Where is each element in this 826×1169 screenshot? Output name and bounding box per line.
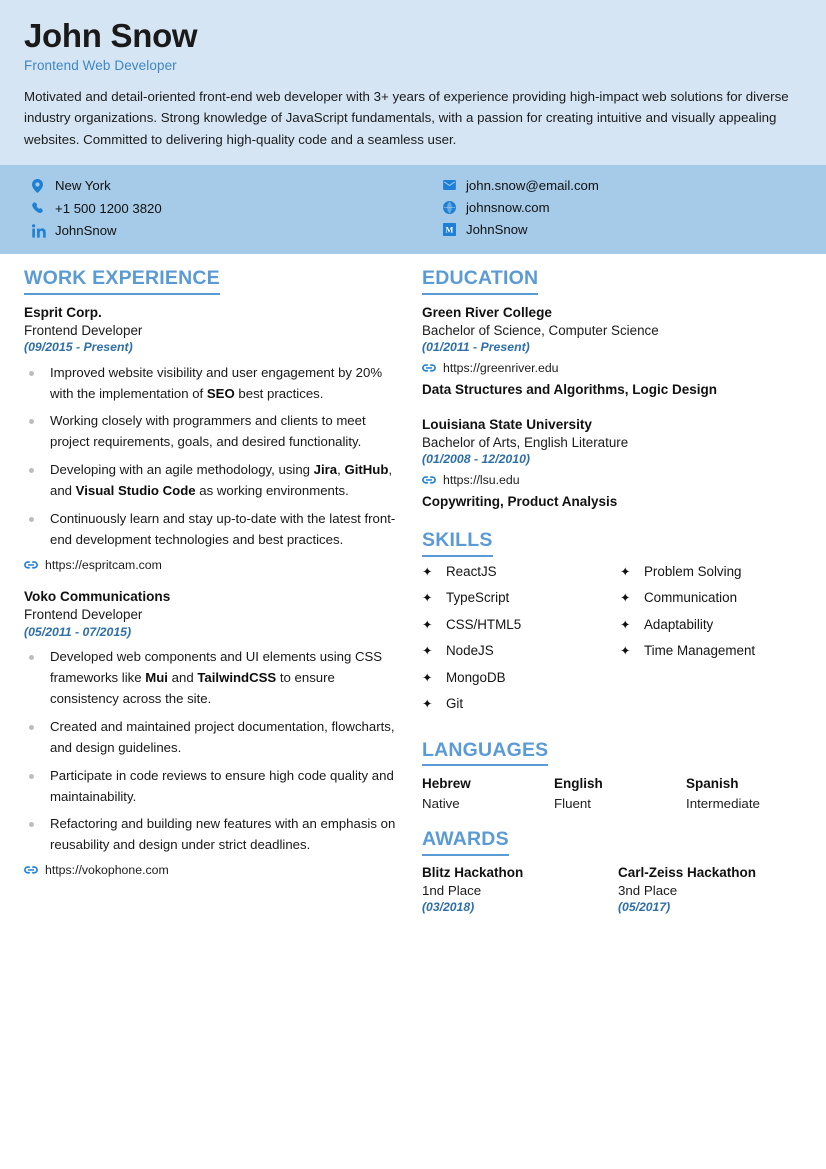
- skills-column-one: [422, 565, 620, 724]
- skills-column-two: [620, 565, 755, 724]
- skill-item: [620, 644, 755, 658]
- skill-label: MongoDB: [446, 669, 506, 685]
- language-level: Intermediate: [686, 795, 760, 811]
- work-link[interactable]: [24, 558, 400, 573]
- work-bullet-list: [24, 363, 400, 551]
- education-entry: [422, 304, 818, 400]
- star-bullet-icon: ✦: [620, 591, 631, 605]
- work-org: Voko Communications: [24, 589, 171, 605]
- section-languages-header: [422, 740, 818, 767]
- link-chain-icon: [422, 476, 437, 484]
- skill-item: [422, 697, 620, 711]
- spacer: [422, 813, 818, 829]
- work-bullet: Continuously learn and stay up-to-date with the latest front-end development technologies and best practices.: [24, 509, 400, 551]
- star-bullet-icon: ✦: [422, 644, 433, 658]
- svg-text:M: M: [445, 225, 454, 235]
- skill-label: TypeScript: [446, 590, 510, 605]
- star-bullet-icon: ✦: [620, 617, 631, 632]
- education-degree: Bachelor of Science, Computer Science: [422, 322, 659, 338]
- award-date: (05/2017): [618, 900, 671, 915]
- section-education-header: [422, 268, 818, 295]
- contact-location-text: New York: [55, 177, 111, 193]
- skill-label: NodeJS: [446, 643, 494, 658]
- contact-location[interactable]: [32, 179, 440, 193]
- work-bullet-list: [24, 647, 400, 856]
- star-bullet-icon: ✦: [422, 564, 433, 579]
- section-title-languages: LANGUAGES: [422, 740, 548, 767]
- work-date: (05/2011 - 07/2015): [24, 624, 132, 639]
- language-item: [554, 774, 686, 813]
- work-entry: [24, 588, 400, 878]
- skill-item: [422, 618, 620, 632]
- contact-email-text: john.snow@email.com: [466, 177, 599, 193]
- professional-summary: Motivated and detail-oriented front-end web developer with 3+ years of experience providing high-impact web solutions for diverse industry organizations. Strong knowledge of JavaScript fundamentals, with a passion for creating intuitive and visually appealing websites. Committed to delivering high-quality code and a seamless user.: [24, 88, 789, 148]
- link-chain-icon: [422, 364, 437, 372]
- awards-grid: [422, 864, 818, 917]
- section-skills-header: [422, 530, 818, 557]
- contact-column-right: [440, 179, 802, 238]
- education-link[interactable]: [422, 361, 818, 376]
- language-level: Fluent: [554, 795, 591, 811]
- work-bullet: Participate in code reviews to ensure high code quality and maintainability.: [24, 766, 400, 808]
- phone-icon: [32, 202, 49, 215]
- language-name: English: [554, 776, 603, 792]
- education-courses: Data Structures and Algorithms, Logic Design: [422, 382, 718, 398]
- award-name: Carl-Zeiss Hackathon: [618, 864, 757, 880]
- work-entry: [24, 304, 400, 573]
- contact-phone[interactable]: [32, 202, 440, 215]
- resume-body: [0, 254, 826, 917]
- skill-item: [620, 591, 755, 605]
- award-item: [618, 864, 814, 917]
- award-name: Blitz Hackathon: [422, 864, 524, 880]
- language-level: Native: [422, 795, 460, 811]
- contact-website-text: johnsnow.com: [466, 199, 550, 215]
- work-role: Frontend Developer: [24, 322, 143, 338]
- skill-label: CSS/HTML5: [446, 616, 522, 632]
- left-column: [0, 268, 418, 917]
- contact-website[interactable]: [443, 201, 802, 214]
- star-bullet-icon: ✦: [422, 670, 433, 685]
- education-date: (01/2008 - 12/2010): [422, 452, 531, 467]
- work-bullet: Developed web components and UI elements using CSS frameworks like Mui and TailwindCSS to ensure consistency across the site.: [24, 647, 400, 710]
- skill-label: ReactJS: [446, 563, 497, 579]
- contact-bar: [0, 165, 826, 254]
- education-date: (01/2011 - Present): [422, 340, 530, 355]
- contact-linkedin-text: JohnSnow: [55, 223, 117, 239]
- skill-item: [620, 565, 755, 579]
- education-link-text: https://lsu.edu: [443, 472, 520, 487]
- contact-email[interactable]: [443, 179, 802, 192]
- medium-icon: [443, 223, 460, 236]
- education-degree: Bachelor of Arts, English Literature: [422, 434, 629, 450]
- award-item: [422, 864, 618, 917]
- award-place: 3nd Place: [618, 882, 678, 898]
- work-bullet: Developing with an agile methodology, using Jira, GitHub, and Visual Studio Code as working environments.: [24, 460, 400, 502]
- contact-medium-text: JohnSnow: [466, 221, 528, 237]
- contact-linkedin[interactable]: [32, 224, 440, 238]
- skills-grid: [422, 565, 818, 724]
- language-name: Hebrew: [422, 776, 471, 792]
- spacer: [422, 724, 818, 740]
- linkedin-icon: [32, 224, 49, 238]
- education-org: Louisiana State University: [422, 416, 592, 432]
- work-link-text: https://vokophone.com: [45, 863, 169, 878]
- section-title-skills: SKILLS: [422, 530, 493, 557]
- link-chain-icon: [24, 866, 39, 874]
- spacer: [24, 574, 400, 588]
- award-date: (03/2018): [422, 900, 475, 915]
- education-entry: [422, 416, 818, 512]
- star-bullet-icon: ✦: [422, 617, 433, 632]
- languages-grid: [422, 774, 818, 813]
- spacer: [422, 402, 818, 416]
- skill-label: Adaptability: [644, 616, 714, 632]
- star-bullet-icon: ✦: [422, 697, 433, 711]
- work-org: Esprit Corp.: [24, 304, 102, 320]
- skill-label: Time Management: [644, 643, 756, 658]
- contact-medium[interactable]: [443, 223, 802, 236]
- contact-column-left: [24, 179, 440, 238]
- envelope-icon: [443, 180, 460, 190]
- language-item: [422, 774, 554, 813]
- skill-item: [422, 591, 620, 605]
- skill-label: Problem Solving: [644, 563, 742, 579]
- skill-item: [620, 618, 755, 632]
- section-title-work-experience: WORK EXPERIENCE: [24, 268, 220, 295]
- star-bullet-icon: ✦: [422, 591, 433, 605]
- job-title: Frontend Web Developer: [24, 57, 177, 73]
- work-date: (09/2015 - Present): [24, 340, 133, 355]
- link-chain-icon: [24, 561, 39, 569]
- education-org: Green River College: [422, 304, 552, 320]
- work-role: Frontend Developer: [24, 607, 143, 623]
- work-bullet: Refactoring and building new features with an emphasis on reusability and design under strict deadlines.: [24, 814, 400, 856]
- language-item: [686, 774, 818, 813]
- work-bullet: Working closely with programmers and clients to meet project requirements, goals, and desired functionality.: [24, 411, 400, 453]
- work-bullet: Improved website visibility and user engagement by 20% with the implementation of SEO best practices.: [24, 363, 400, 405]
- star-bullet-icon: ✦: [620, 644, 631, 658]
- section-awards-header: [422, 829, 818, 856]
- right-column: [418, 268, 826, 917]
- contact-phone-text: +1 500 1200 3820: [55, 200, 162, 216]
- spacer: [422, 514, 818, 530]
- work-link-text: https://espritcam.com: [45, 557, 162, 572]
- education-link[interactable]: [422, 473, 818, 488]
- globe-icon: [443, 201, 460, 214]
- skill-item: [422, 671, 620, 685]
- section-title-education: EDUCATION: [422, 268, 538, 295]
- star-bullet-icon: ✦: [620, 564, 631, 579]
- location-pin-icon: [32, 179, 49, 193]
- award-place: 1nd Place: [422, 882, 482, 898]
- education-link-text: https://greenriver.edu: [443, 360, 559, 375]
- skill-item: [422, 565, 620, 579]
- language-name: Spanish: [686, 776, 739, 792]
- skill-label: Communication: [644, 590, 738, 605]
- work-bullet: Created and maintained project documentation, flowcharts, and design guidelines.: [24, 717, 400, 759]
- section-work-experience-header: [24, 268, 400, 295]
- education-courses: Copywriting, Product Analysis: [422, 494, 618, 510]
- page-title: John Snow: [24, 17, 198, 54]
- skill-item: [422, 644, 620, 658]
- skill-label: Git: [446, 696, 464, 711]
- section-title-awards: AWARDS: [422, 829, 509, 856]
- resume-header: [0, 0, 826, 165]
- work-link[interactable]: [24, 863, 400, 878]
